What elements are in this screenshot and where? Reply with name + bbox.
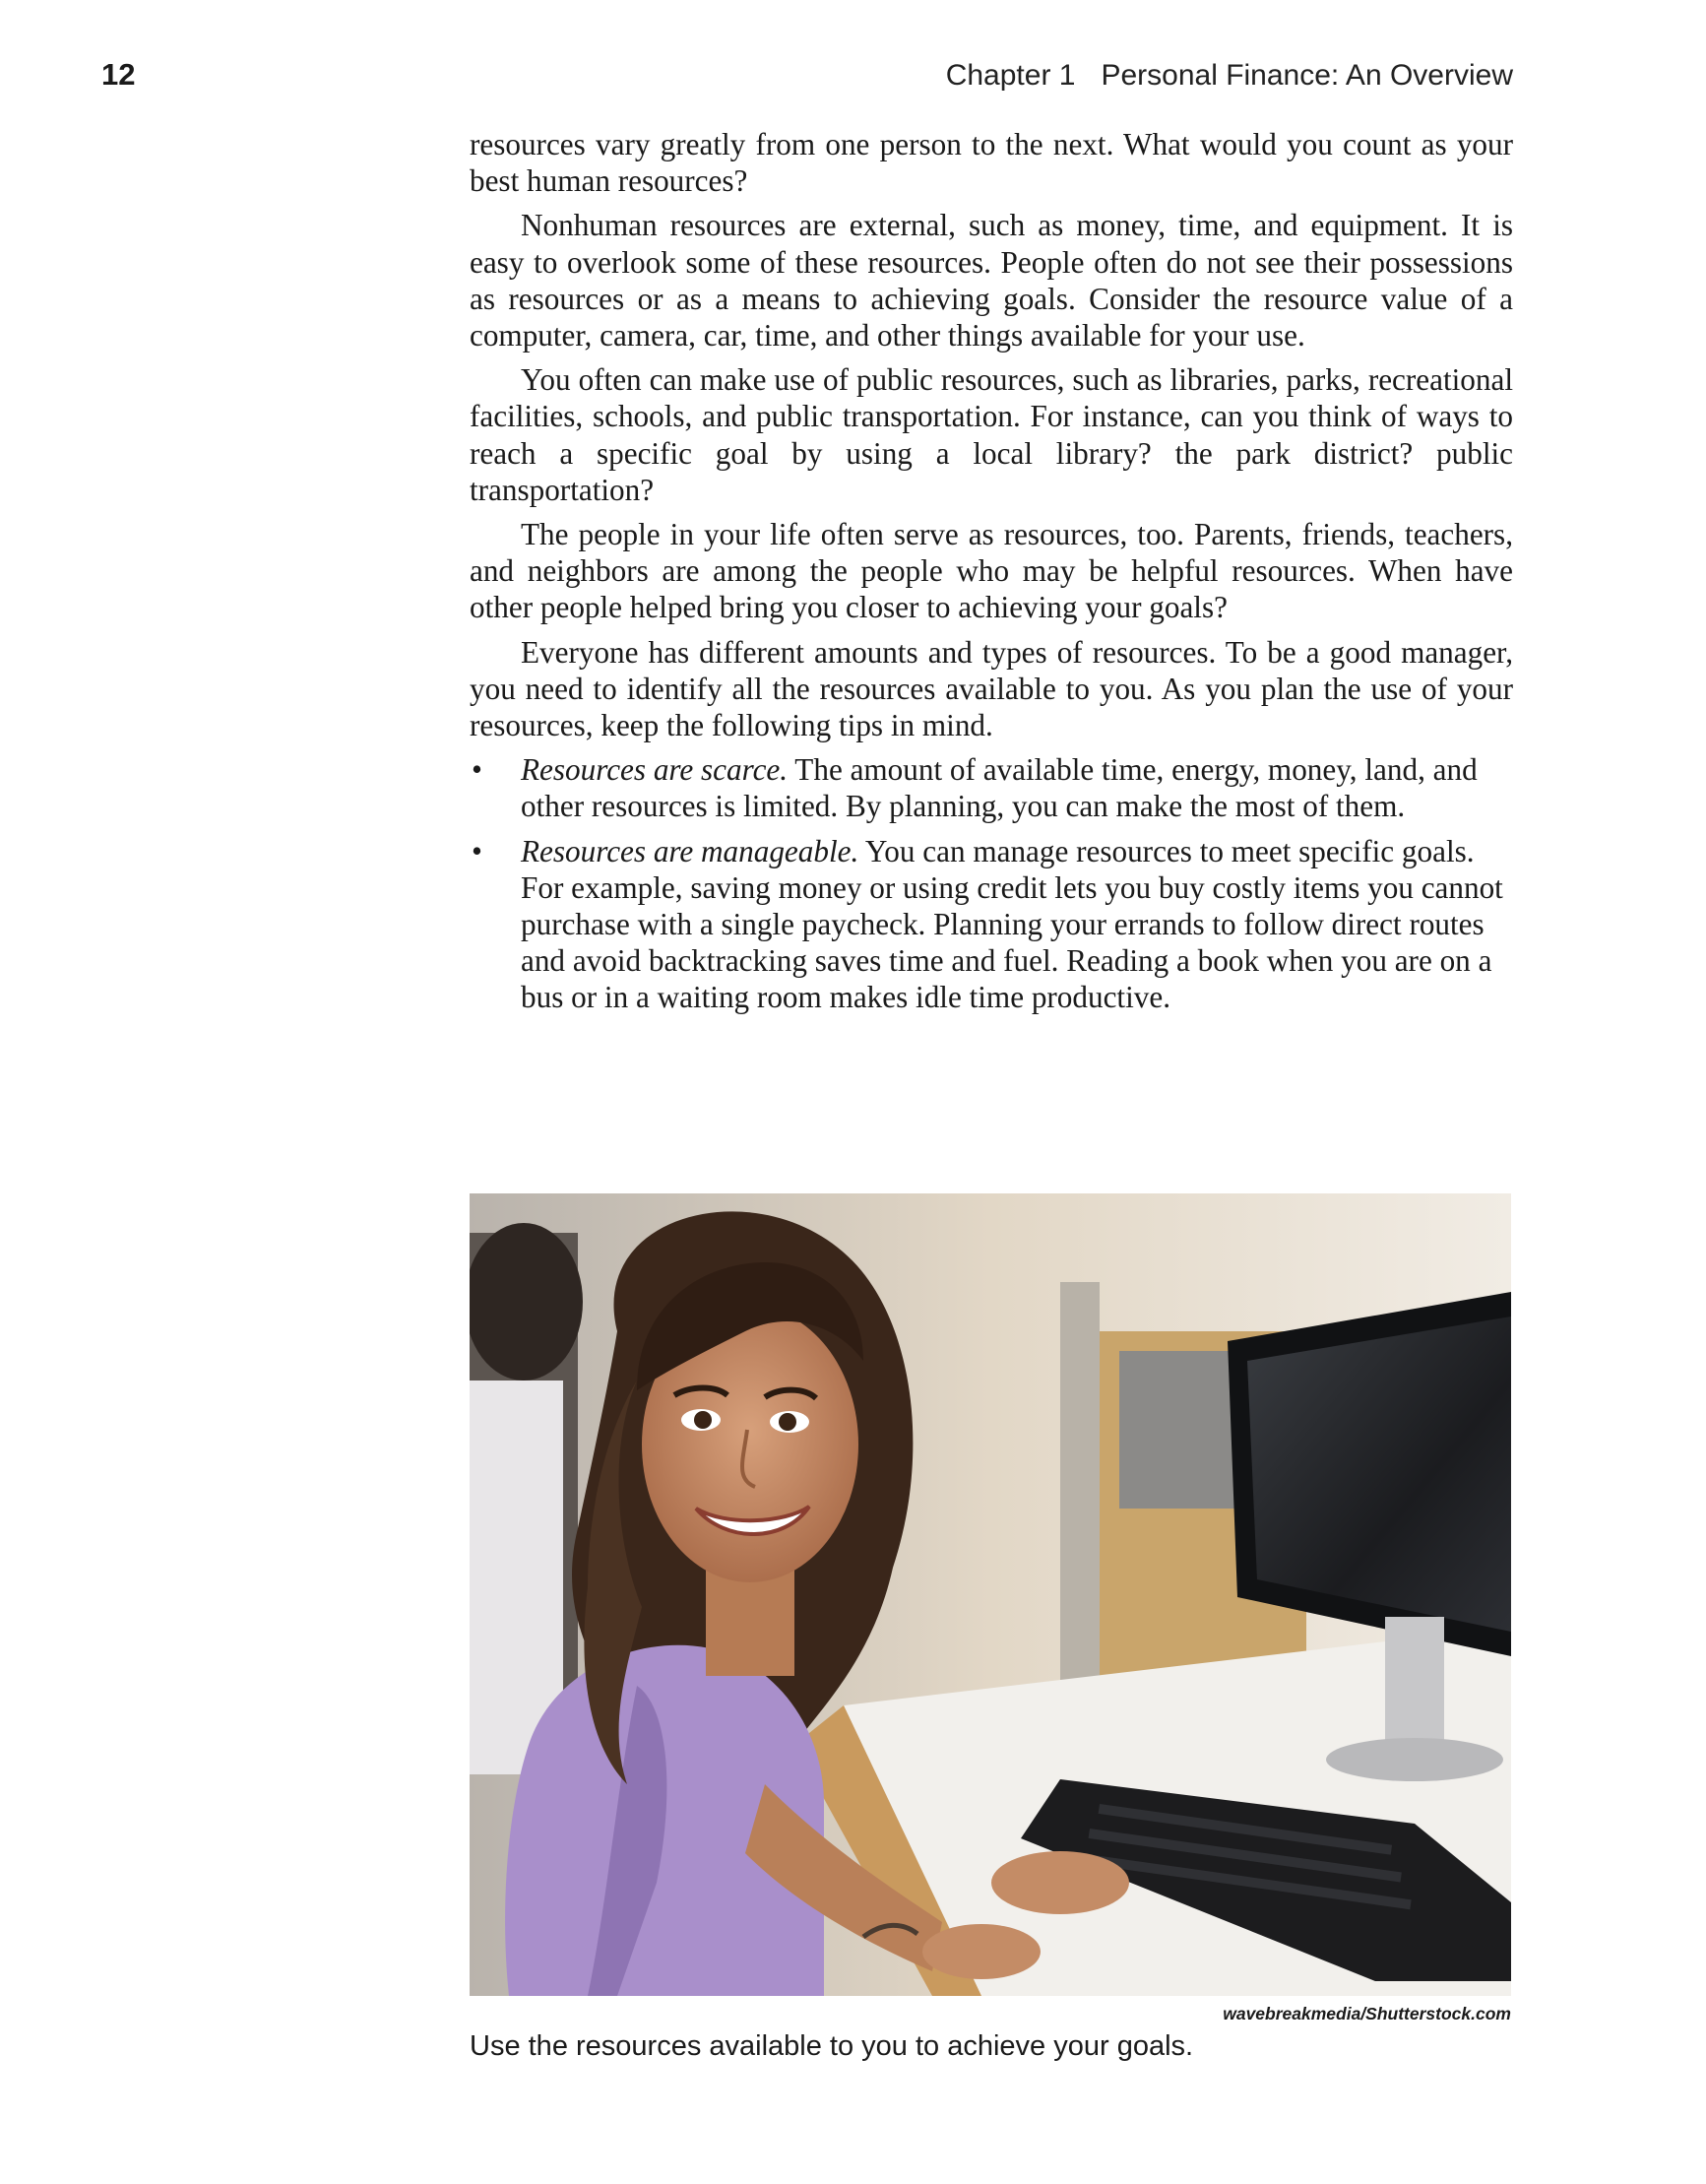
figure-caption: Use the resources available to you to achieve your goals.	[470, 2030, 1194, 2062]
list-item	[470, 833, 1513, 1016]
bullet-icon: •	[472, 752, 482, 788]
list-item	[470, 751, 1513, 824]
paragraph: The people in your life often serve as resources, too. Parents, friends, teachers, and neighbors are among the people who may be helpful resources. When have other people helped bring you closer to achieving your goals?	[470, 517, 1513, 625]
paragraph: Nonhuman resources are external, such as money, time, and equipment. It is easy to overlook some of these resources. People often do not see their possessions as resources or as a means to achieving goals. Consider the resource value of a computer, camera, car, time, and other things available for your use.	[470, 208, 1513, 353]
body-text	[470, 126, 1513, 1024]
paragraph-continued: resources vary greatly from one person to the next. What would you count as your best human resources?	[470, 127, 1513, 199]
paragraph: Everyone has different amounts and types of resources. To be a good manager, you need to identify all the resources available to you. As you plan the use of your resources, keep the following tips in mind.	[470, 634, 1513, 743]
photo-student-at-computer	[470, 1193, 1511, 1996]
chapter-title: Personal Finance: An Overview	[1101, 59, 1513, 92]
running-head	[946, 59, 1513, 93]
tips-list	[470, 751, 1513, 1015]
tip-lead: Resources are manageable.	[521, 833, 859, 868]
tip-text: You can manage resources to meet specific goals. For example, saving money or using credit lets you buy costly items you cannot purchase with a single paycheck. Planning your errands to follow direct routes and avoid backtracking saves time and fuel. Reading a book when you are on a bus or in a waiting room makes idle time productive.	[521, 833, 1503, 1015]
bullet-icon: •	[472, 833, 482, 868]
tip-text: The amount of available time, energy, money, land, and other resources is limited. By planning, you can make the most of them.	[521, 752, 1478, 824]
tip-lead: Resources are scarce.	[521, 752, 789, 788]
photo-credit: wavebreakmedia/Shutterstock.com	[1223, 2004, 1511, 2023]
photo-illustration	[470, 1193, 1511, 1996]
chapter-label: Chapter 1	[945, 59, 1076, 92]
page-number: 12	[101, 57, 136, 92]
paragraph: You often can make use of public resources, such as libraries, parks, recreational facilities, schools, and public transportation. For instance, can you think of ways to reach a specific goal by using a local library? the park district? public transportation?	[470, 362, 1513, 507]
